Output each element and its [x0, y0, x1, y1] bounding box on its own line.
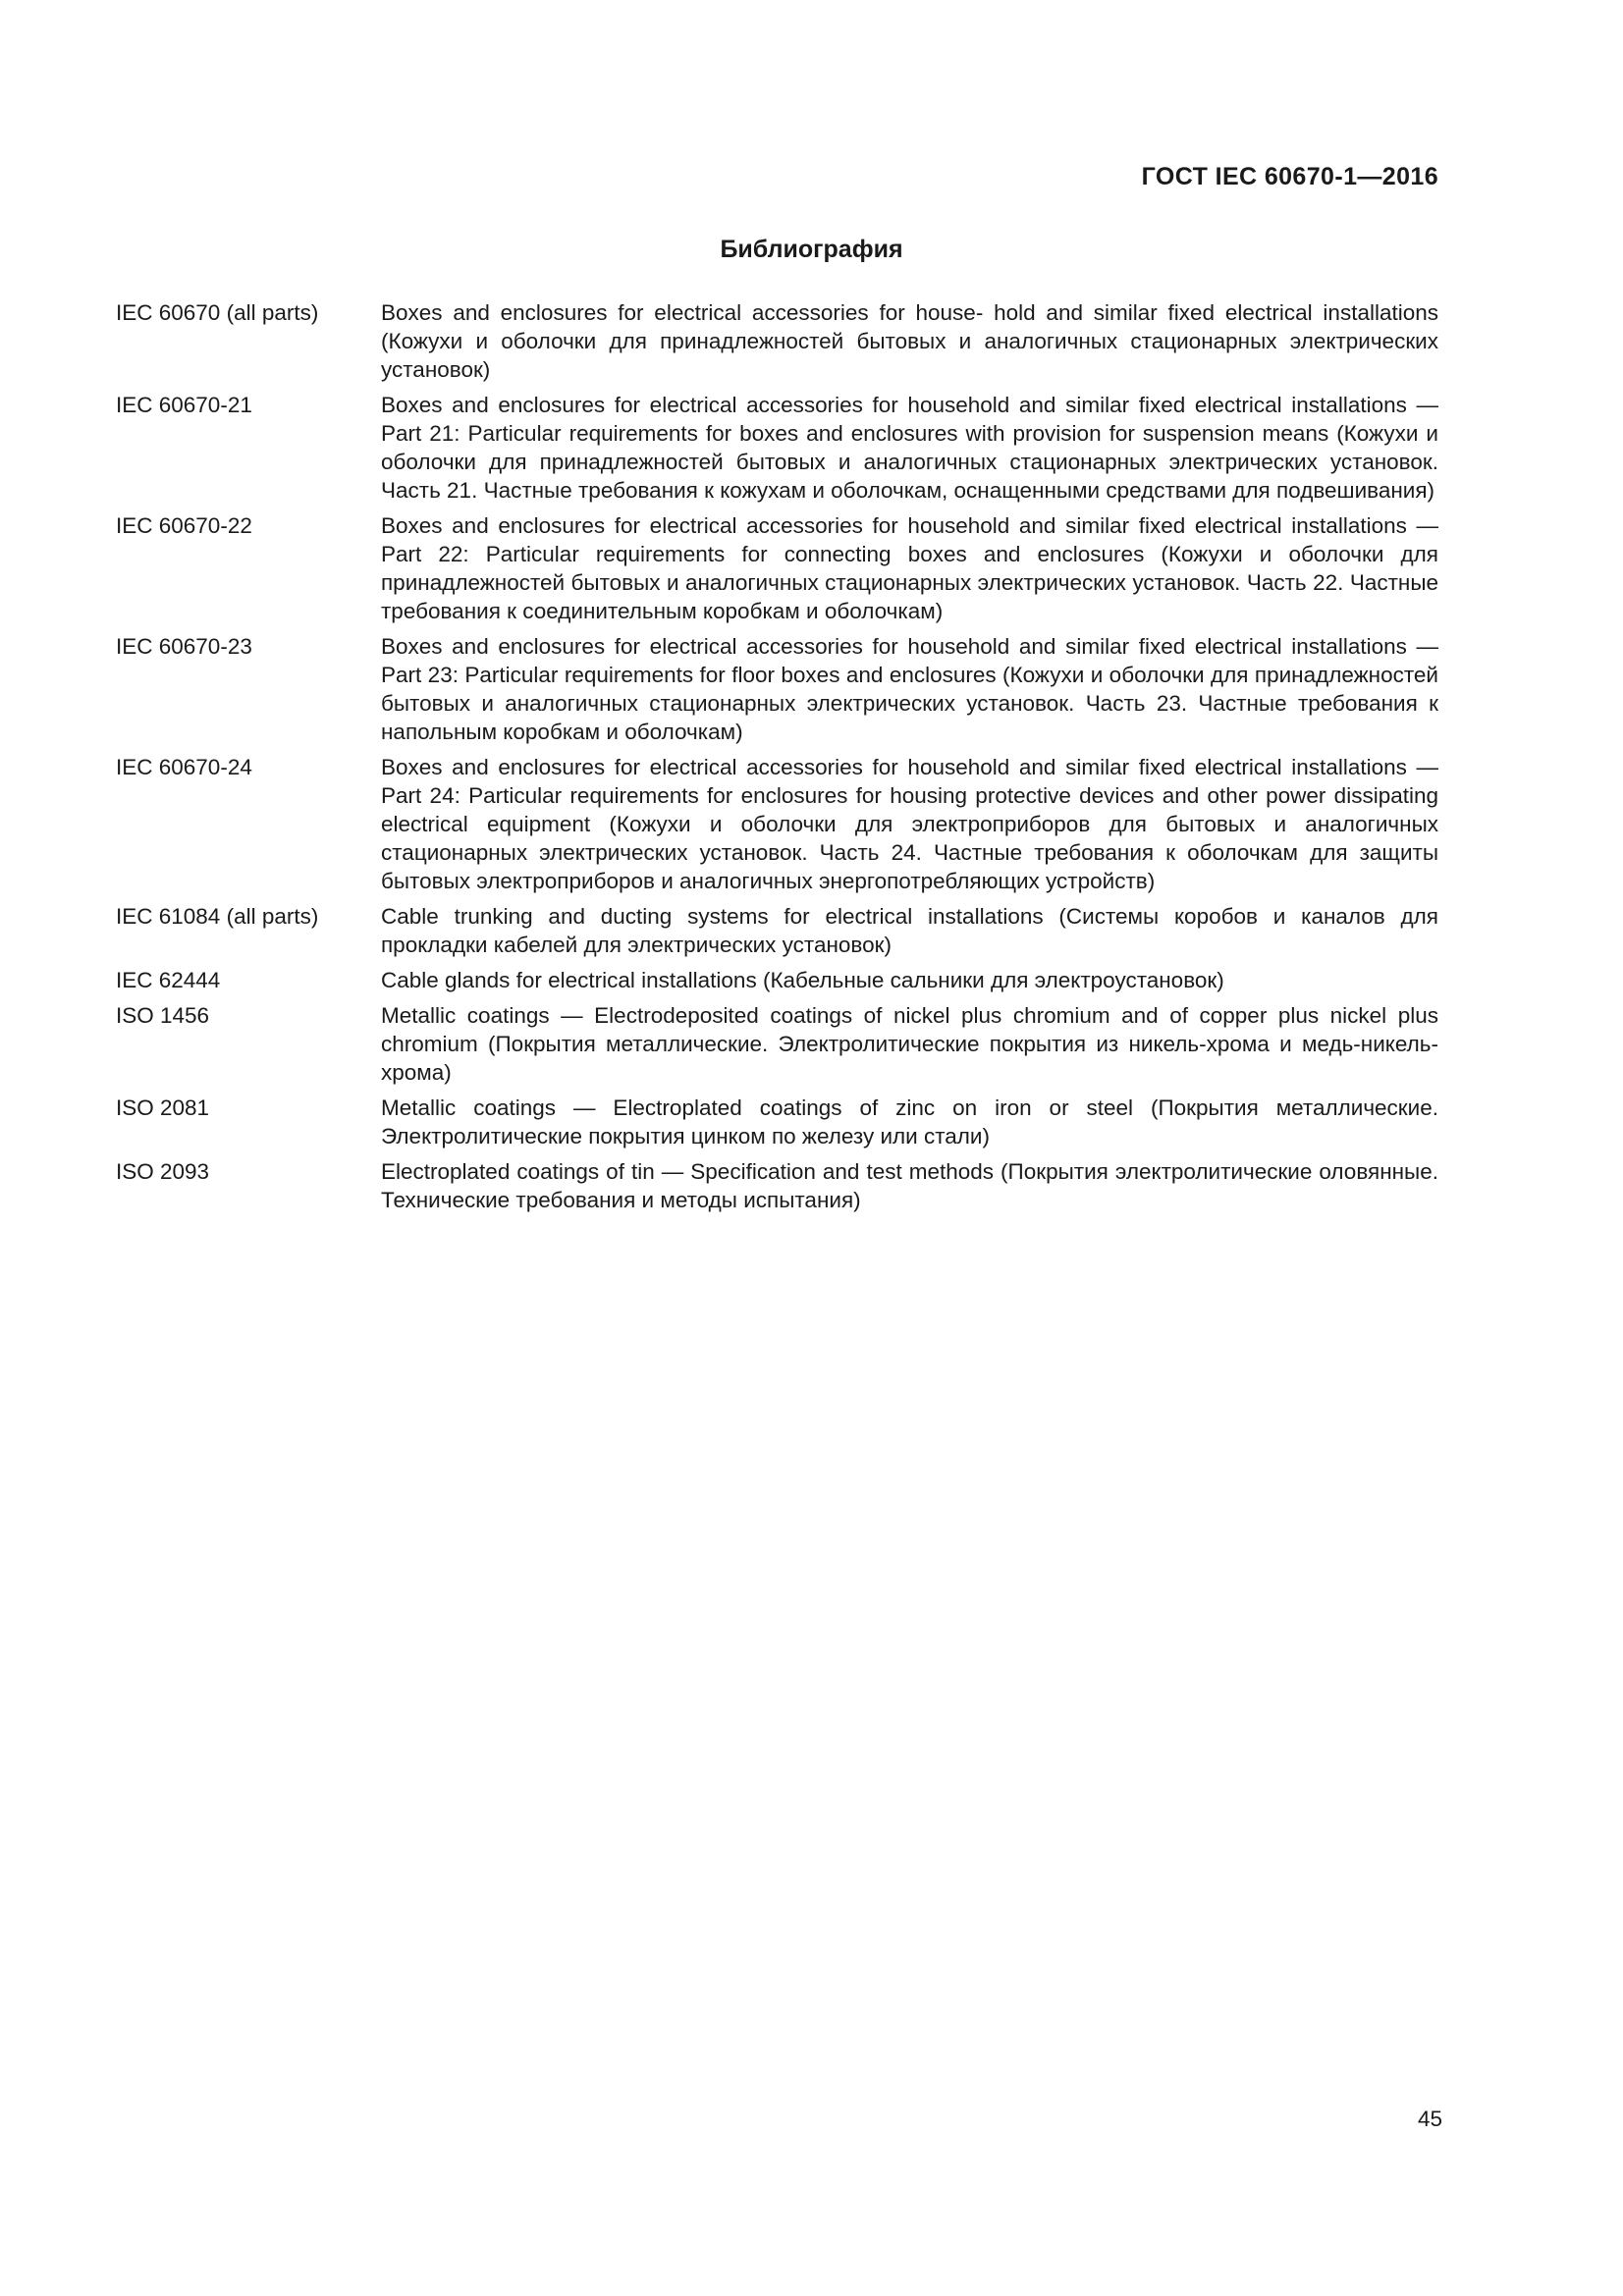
entry-reference: IEC 62444	[116, 968, 221, 992]
bibliography-list	[116, 298, 1438, 1221]
entry-description: Boxes and enclosures for electrical accessories for household and similar fixed electrical installations — Part 21: Particular requirements for boxes and enclosures with provision for suspension means (Кожухи и оболочки для принадлежностей бытовых и аналогичных стационарных электрических установок. Часть 21. Частные требования к кожухам и оболочкам, оснащенными средствами для подвешивания)	[381, 393, 1438, 503]
entry-reference: IEC 60670-24	[116, 755, 252, 779]
entry-reference: IEC 60670-22	[116, 513, 252, 538]
bibliography-entry	[116, 632, 1438, 746]
entry-reference: ISO 2081	[116, 1095, 210, 1120]
bibliography-entry	[116, 966, 1438, 994]
bibliography-entry	[116, 1001, 1438, 1087]
entry-reference: IEC 60670-23	[116, 634, 252, 659]
bibliography-entry	[116, 1094, 1438, 1150]
entry-reference: IEC 60670 (all parts)	[116, 300, 319, 325]
entry-description: Metallic coatings — Electroplated coatings of zinc on iron or steel (Покрытия металлические. Электролитические покрытия цинком по железу или стали)	[381, 1095, 1438, 1148]
bibliography-entry	[116, 1157, 1438, 1214]
entry-description: Boxes and enclosures for electrical accessories for household and similar fixed electrical installations — Part 22: Particular requirements for connecting boxes and enclosures (Кожухи и оболочки для принадлежностей бытовых и аналогичных стационарных электрических установок. Часть 22. Частные требования к соединительным коробкам и оболочкам)	[381, 513, 1438, 623]
bibliography-entry	[116, 391, 1438, 505]
entry-reference: IEC 61084 (all parts)	[116, 904, 319, 929]
entry-description: Cable trunking and ducting systems for electrical installations (Системы коробов и каналов для прокладки кабелей для электрических установок)	[381, 904, 1438, 957]
entry-description: Boxes and enclosures for electrical accessories for household and similar fixed electrical installations — Part 23: Particular requirements for floor boxes and enclosures (Кожухи и оболочки для принадлежностей бытовых и аналогичных стационарных электрических установок. Часть 23. Частные требования к напольным коробкам и оболочкам)	[381, 634, 1438, 744]
page-number: 45	[1417, 2107, 1442, 2131]
standard-designation: ГОСТ IEC 60670-1—2016	[1141, 163, 1438, 190]
bibliography-entry	[116, 511, 1438, 625]
entry-description: Boxes and enclosures for electrical accessories for household and similar fixed electrical installations — Part 24: Particular requirements for enclosures for housing protective devices and other power dissipating electrical equipment (Кожухи и оболочки для электроприборов для бытовых и аналогичных стационарных электрических установок. Часть 24. Частные требования к оболочкам для защиты бытовых электроприборов и аналогичных энергопотребляющих устройств)	[381, 755, 1438, 893]
entry-reference: ISO 2093	[116, 1159, 210, 1184]
bibliography-entry	[116, 902, 1438, 959]
entry-description: Boxes and enclosures for electrical accessories for house- hold and similar fixed electrical installations (Кожухи и оболочки для принадлежностей бытовых и аналогичных стационарных электрических установок)	[381, 300, 1438, 382]
bibliography-entry	[116, 298, 1438, 384]
entry-description: Metallic coatings — Electrodeposited coatings of nickel plus chromium and of copper plus nickel plus chromium (Покрытия металлические. Электролитические покрытия из никель-хрома и медь-никель-хрома)	[381, 1003, 1438, 1085]
entry-description: Electroplated coatings of tin — Specification and test methods (Покрытия электролитические оловянные. Технические требования и методы испытания)	[381, 1159, 1438, 1212]
entry-description: Cable glands for electrical installations (Кабельные сальники для электроустановок)	[381, 968, 1224, 992]
bibliography-entry	[116, 753, 1438, 895]
entry-reference: IEC 60670-21	[116, 393, 252, 417]
entry-reference: ISO 1456	[116, 1003, 210, 1028]
section-title: Библиография	[720, 236, 903, 263]
